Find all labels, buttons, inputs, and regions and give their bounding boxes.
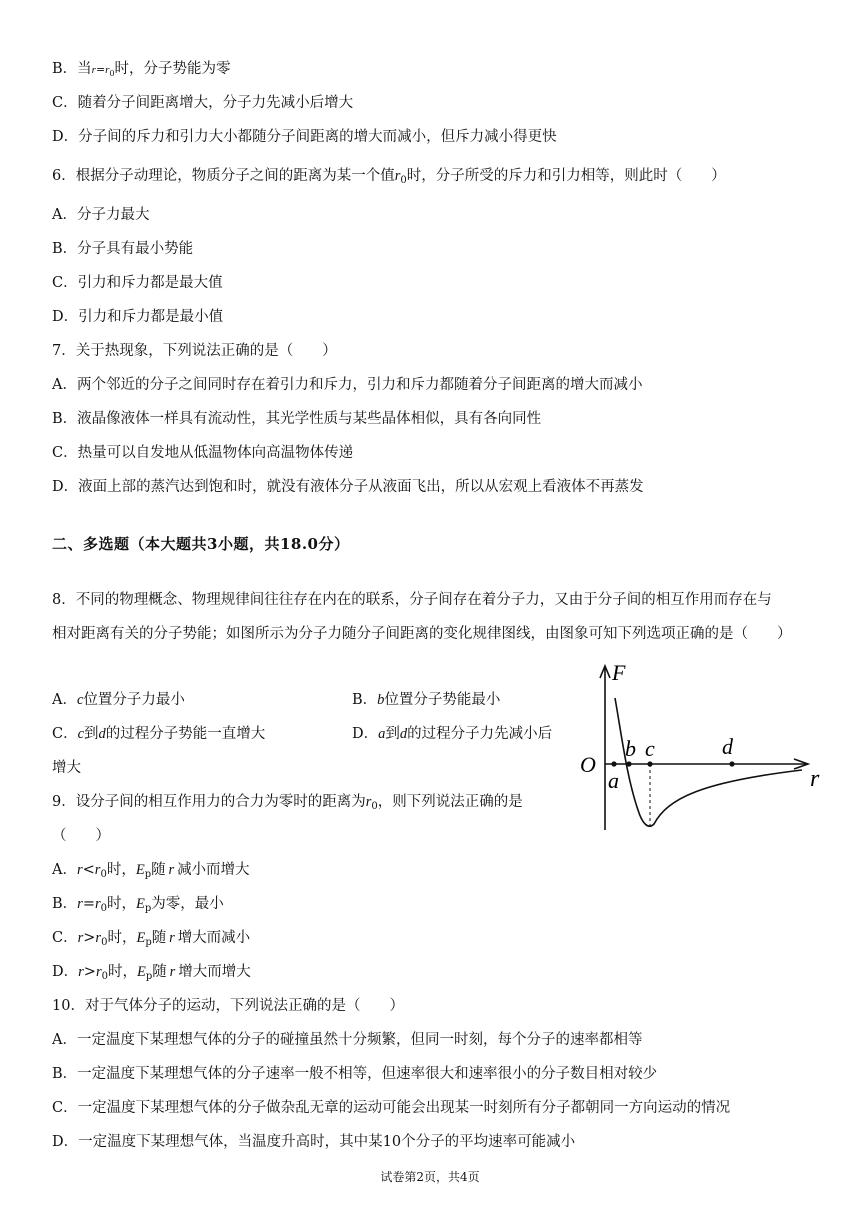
q9-option-d: D．$r>r_0$时，$E_p$随 r 增大而增大	[52, 964, 251, 982]
label-b: b	[625, 736, 636, 761]
q8-option-a: A．c位置分子力最小	[52, 692, 185, 708]
q8-option-d: D．a到d的过程分子力先减小后	[352, 726, 553, 742]
q10-option-a: A．一定温度下某理想气体的分子的碰撞虽然十分频繁，但同一时刻，每个分子的速率都相等	[52, 1032, 643, 1048]
q7-option-b: B．液晶像液体一样具有流动性，其光学性质与某些晶体相似，具有各向同性	[52, 411, 542, 427]
point-a	[611, 761, 616, 766]
q5-option-c: C．随着分子间距离增大，分子力先减小后增大	[52, 95, 354, 111]
q8-option-d-continued: 增大	[52, 760, 81, 776]
q8-stem-line2: 相对距离有关的分子势能；如图所示为分子力随分子间距离的变化规律图线，由图象可知下列选项正确的是（ ）	[52, 626, 792, 642]
q10-option-b: B．一定温度下某理想气体的分子速率一般不相等，但速率很大和速率很小的分子数目相对较少	[52, 1066, 658, 1082]
q9-option-c: C．$r>r_0$时，$E_p$随 r 增大而减小	[52, 930, 251, 948]
section-heading-multiple-choice: 二、多选题（本大题共3小题，共18.0分）	[52, 535, 350, 553]
q8-option-c: C．c到d的过程分子势能一直增大	[52, 726, 266, 742]
point-d	[729, 761, 734, 766]
point-b	[626, 761, 631, 766]
q9-stem: 9．设分子间的相互作用力的合力为零时的距离为$r_0$，则下列说法正确的是	[52, 794, 523, 812]
label-d: d	[722, 734, 733, 759]
label-a: a	[608, 768, 619, 793]
q10-option-c: C．一定温度下某理想气体的分子做杂乱无章的运动可能会出现某一时刻所有分子都朝同一方向运动的情况	[52, 1100, 731, 1116]
q6-option-d: D．引力和斥力都是最小值	[52, 309, 224, 325]
q10-stem: 10．对于气体分子的运动，下列说法正确的是（ ）	[52, 998, 404, 1014]
q9-paren: （ ）	[52, 828, 110, 844]
q6-option-b: B．分子具有最小势能	[52, 241, 194, 257]
q10-option-d: D．一定温度下某理想气体，当温度升高时，其中某10个分子的平均速率可能减小	[52, 1134, 576, 1150]
force-distance-graph	[572, 658, 832, 836]
q9-option-b: B．$r=r_0$时，$E_p$为零，最小	[52, 896, 224, 914]
q9-option-a: A．$r<r_0$时，$E_p$随 r 减小而增大	[52, 862, 250, 880]
q6-option-c: C．引力和斥力都是最大值	[52, 275, 223, 291]
q6-option-a: A．分子力最大	[52, 207, 150, 223]
q8-option-b: B．b位置分子势能最小	[352, 692, 501, 708]
label-O: O	[580, 752, 596, 777]
point-c	[647, 761, 652, 766]
page-footer: 试卷第2页，共4页	[380, 1170, 480, 1184]
label-c: c	[645, 736, 655, 761]
label-F: F	[612, 660, 626, 685]
q5-option-d: D．分子间的斥力和引力大小都随分子间距离的增大而减小，但斥力减小得更快	[52, 129, 557, 145]
force-curve	[615, 698, 802, 826]
q5-option-b: B．当$r=r_0$时，分子势能为零	[52, 61, 231, 78]
q6-stem: 6．根据分子动理论，物质分子之间的距离为某一个值$r_0$时，分子所受的斥力和引力相等，则此时（ ）	[52, 168, 726, 186]
q7-stem: 7．关于热现象，下列说法正确的是（ ）	[52, 343, 337, 359]
q7-option-d: D．液面上部的蒸汽达到饱和时，就没有液体分子从液面飞出，所以从宏观上看液体不再蒸发	[52, 479, 644, 495]
label-r: r	[810, 766, 820, 792]
q7-option-a: A．两个邻近的分子之间同时存在着引力和斥力，引力和斥力都随着分子间距离的增大而减小	[52, 377, 643, 393]
q8-stem-line1: 8．不同的物理概念、物理规律间往往存在内在的联系，分子间存在着分子力，又由于分子间的相互作用而存在与	[52, 592, 772, 608]
q7-option-c: C．热量可以自发地从低温物体向高温物体传递	[52, 445, 354, 461]
